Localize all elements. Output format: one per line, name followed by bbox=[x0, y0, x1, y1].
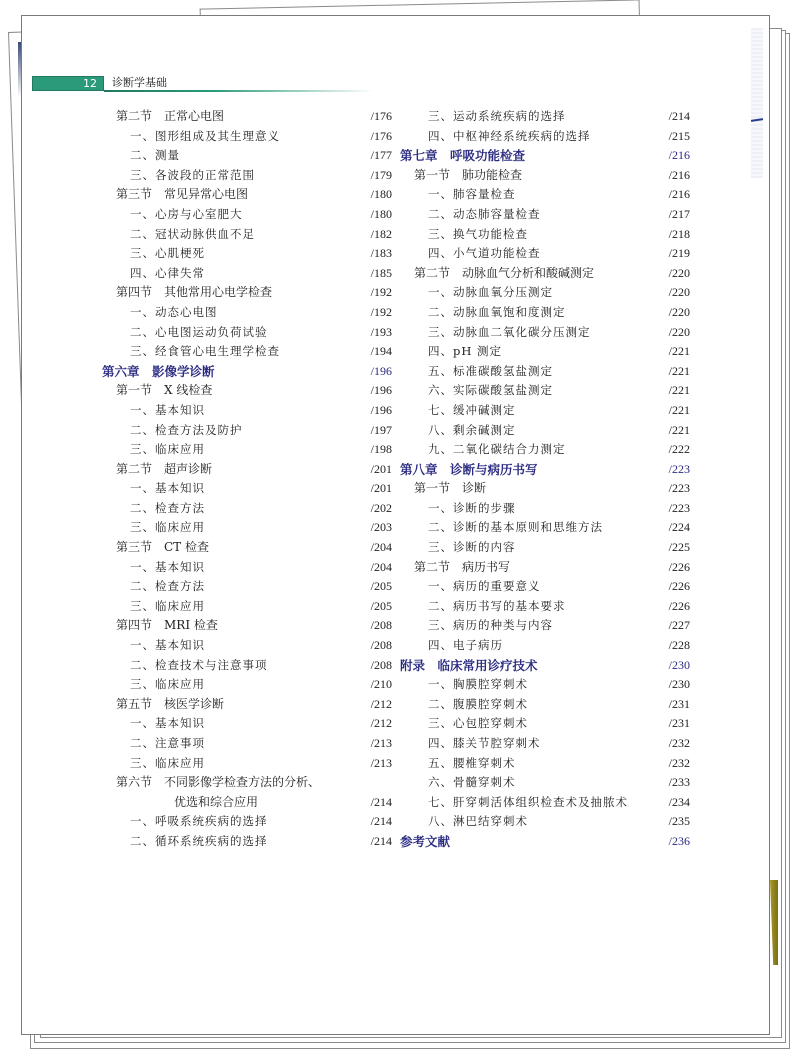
toc-entry-title: 附录 临床常用诊疗技术 bbox=[400, 657, 538, 673]
toc-entry-chapter bbox=[400, 146, 690, 166]
toc-entry-title: 参考文献 bbox=[400, 833, 451, 849]
toc-entry-page: /220 bbox=[668, 265, 690, 280]
toc-entry-page: /216 bbox=[668, 187, 690, 202]
toc-entry-item bbox=[400, 675, 690, 695]
toc-entry-section bbox=[102, 460, 392, 480]
toc-entry-title: 二、循环系统疾病的选择 bbox=[130, 833, 268, 848]
toc-entry-item bbox=[400, 205, 690, 225]
toc-entry-page: /212 bbox=[370, 696, 392, 711]
toc-entry-item bbox=[102, 225, 392, 245]
toc-entry-title: 第八章 诊断与病历书写 bbox=[400, 461, 538, 477]
toc-entry-title: 一、基本知识 bbox=[130, 481, 205, 496]
toc-entry-page: /226 bbox=[668, 559, 690, 574]
toc-entry-page: /180 bbox=[370, 187, 392, 202]
toc-entry-item bbox=[400, 538, 690, 558]
toc-entry-item bbox=[102, 499, 392, 519]
toc-entry-title: 二、动脉血氧饱和度测定 bbox=[428, 304, 566, 319]
toc-entry-page: /230 bbox=[668, 677, 690, 692]
book-page bbox=[21, 15, 770, 1035]
toc-entry-section bbox=[400, 558, 690, 578]
toc-entry-page: /194 bbox=[370, 344, 392, 359]
toc-entry-page: /234 bbox=[668, 794, 690, 809]
toc-entry-page: /215 bbox=[668, 128, 690, 143]
toc-entry-page: /213 bbox=[370, 736, 392, 750]
toc-entry-title: 三、运动系统疾病的选择 bbox=[428, 109, 566, 123]
toc-entry-page: /223 bbox=[668, 481, 690, 496]
toc-entry-page: /212 bbox=[370, 716, 392, 731]
toc-entry-item bbox=[102, 205, 392, 225]
toc-entry-page: /213 bbox=[370, 755, 392, 770]
toc-entry-page: /196 bbox=[370, 363, 392, 378]
toc-entry-title: 二、测量 bbox=[130, 148, 180, 163]
toc-entry-title: 八、淋巴结穿刺术 bbox=[428, 814, 528, 829]
toc-entry-title: 二、检查技术与注意事项 bbox=[130, 657, 268, 672]
toc-entry-item bbox=[102, 264, 392, 284]
toc-entry-item bbox=[102, 636, 392, 656]
toc-entry-page: /220 bbox=[668, 285, 690, 300]
toc-entry-page: /196 bbox=[370, 383, 392, 398]
running-header bbox=[32, 76, 722, 91]
toc-entry-item bbox=[400, 225, 690, 245]
toc-entry-title: 一、诊断的步骤 bbox=[428, 500, 516, 515]
toc-entry-title: 第二节 超声诊断 bbox=[116, 461, 213, 476]
toc-entry-page: /231 bbox=[668, 716, 690, 731]
toc-entry-title: 四、pH 测定 bbox=[428, 344, 503, 359]
toc-entry-item bbox=[102, 577, 392, 597]
toc-entry-title: 第三节 CT 检查 bbox=[116, 540, 210, 555]
toc-entry-title: 一、基本知识 bbox=[130, 716, 205, 731]
toc-entry-section-multi bbox=[102, 773, 392, 793]
toc-entry-item bbox=[102, 401, 392, 421]
toc-entry-page: /232 bbox=[668, 755, 690, 770]
toc-entry-title: 二、病历书写的基本要求 bbox=[428, 598, 566, 613]
toc-entry-page: /205 bbox=[370, 598, 392, 613]
toc-entry-title: 五、标准碳酸氢盐测定 bbox=[428, 363, 553, 378]
toc-left-column bbox=[102, 107, 392, 852]
toc-entry-title: 第二节 正常心电图 bbox=[116, 109, 225, 123]
toc-entry-title: 四、膝关节腔穿刺术 bbox=[428, 736, 541, 750]
toc-entry-title: 二、心电图运动负荷试验 bbox=[130, 324, 268, 339]
toc-entry-item bbox=[400, 754, 690, 774]
toc-entry-page: /204 bbox=[370, 540, 392, 555]
toc-entry-item bbox=[102, 244, 392, 264]
toc-entry-title: 三、动脉血二氧化碳分压测定 bbox=[428, 324, 591, 339]
toc-entry-page: /176 bbox=[370, 109, 392, 123]
toc-entry-item bbox=[400, 107, 690, 127]
toc-entry-page: /201 bbox=[370, 481, 392, 496]
toc-entry-section bbox=[400, 264, 690, 284]
toc-entry-item bbox=[400, 283, 690, 303]
toc-entry-item bbox=[400, 499, 690, 519]
toc-entry-section bbox=[102, 616, 392, 636]
toc-entry-item bbox=[400, 636, 690, 656]
toc-entry-item bbox=[400, 695, 690, 715]
toc-entry-item bbox=[400, 421, 690, 441]
toc-entry-page: /220 bbox=[668, 324, 690, 339]
toc-entry-item bbox=[102, 597, 392, 617]
toc-entry-page: /183 bbox=[370, 246, 392, 261]
toc-entry-page: /185 bbox=[370, 265, 392, 280]
toc-entry-title: 七、肝穿刺活体组织检查术及抽脓术 bbox=[428, 794, 628, 809]
toc-entry-item bbox=[102, 303, 392, 323]
toc-entry-section bbox=[102, 538, 392, 558]
toc-entry-title: 一、图形组成及其生理意义 bbox=[130, 128, 280, 143]
toc-entry-title: 三、各波段的正常范围 bbox=[130, 167, 255, 182]
toc-entry-title: 六、骨髓穿刺术 bbox=[428, 775, 516, 790]
toc-entry-title: 第一节 X 线检查 bbox=[116, 383, 213, 398]
toc-entry-cont bbox=[102, 793, 392, 813]
toc-entry-section bbox=[102, 695, 392, 715]
toc-entry-item bbox=[400, 303, 690, 323]
toc-entry-page: /214 bbox=[370, 814, 392, 829]
toc-entry-section bbox=[102, 283, 392, 303]
toc-entry-section bbox=[400, 479, 690, 499]
toc-entry-item bbox=[400, 734, 690, 754]
book-title: 诊断学基础 bbox=[112, 76, 167, 89]
header-rule bbox=[104, 90, 374, 92]
toc-entry-title: 三、心包腔穿刺术 bbox=[428, 716, 528, 731]
toc-entry-title: 四、电子病历 bbox=[428, 638, 503, 653]
toc-entry-page: /192 bbox=[370, 285, 392, 300]
toc-entry-title: 四、中枢神经系统疾病的选择 bbox=[428, 128, 591, 143]
toc-entry-page: /193 bbox=[370, 324, 392, 339]
toc-entry-item bbox=[102, 714, 392, 734]
toc-entry-page: /208 bbox=[370, 657, 392, 672]
toc-entry-item bbox=[400, 342, 690, 362]
toc-entry-page: /180 bbox=[370, 206, 392, 221]
toc-entry-title: 一、基本知识 bbox=[130, 559, 205, 574]
toc-entry-title: 七、缓冲碱测定 bbox=[428, 402, 516, 417]
toc-entry-section bbox=[102, 107, 392, 127]
toc-entry-title: 优选和综合应用 bbox=[174, 794, 259, 809]
toc-entry-page: /197 bbox=[370, 422, 392, 437]
toc-entry-title: 三、临床应用 bbox=[130, 520, 205, 535]
toc-entry-page: /223 bbox=[668, 461, 690, 476]
toc-entry-title: 二、动态肺容量检查 bbox=[428, 206, 541, 221]
toc-entry-title: 三、临床应用 bbox=[130, 598, 205, 613]
toc-entry-page: /224 bbox=[668, 520, 690, 535]
toc-entry-title: 六、实际碳酸氢盐测定 bbox=[428, 383, 553, 398]
toc-entry-page: /221 bbox=[668, 422, 690, 437]
toc-entry-title: 三、心肌梗死 bbox=[130, 246, 205, 261]
toc-entry-page: /221 bbox=[668, 383, 690, 398]
toc-entry-title: 第六章 影像学诊断 bbox=[102, 363, 215, 379]
toc-entry-title: 第四节 其他常用心电学检查 bbox=[116, 285, 273, 300]
toc-entry-item bbox=[102, 518, 392, 538]
toc-entry-item bbox=[102, 656, 392, 676]
toc-entry-title: 第二节 动脉血气分析和酸碱测定 bbox=[414, 265, 595, 280]
toc-entry-title: 四、心律失常 bbox=[130, 265, 205, 280]
toc-entry-chapter bbox=[400, 656, 690, 676]
toc-entry-title: 二、检查方法及防护 bbox=[130, 422, 243, 437]
toc-entry-page: /182 bbox=[370, 226, 392, 241]
toc-entry-page: /226 bbox=[668, 579, 690, 594]
toc-entry-item bbox=[400, 577, 690, 597]
toc-entry-page: /196 bbox=[370, 402, 392, 417]
toc-entry-item bbox=[400, 127, 690, 147]
toc-entry-item bbox=[102, 479, 392, 499]
toc-entry-page: /233 bbox=[668, 775, 690, 790]
toc-entry-page: /192 bbox=[370, 304, 392, 319]
toc-entry-page: /226 bbox=[668, 598, 690, 613]
toc-entry-title: 三、临床应用 bbox=[130, 755, 205, 770]
toc-entry-title: 第一节 肺功能检查 bbox=[414, 167, 523, 182]
toc-entry-page: /205 bbox=[370, 579, 392, 594]
toc-entry-item bbox=[102, 734, 392, 754]
toc-entry-title: 八、剩余碱测定 bbox=[428, 422, 516, 437]
page-edge-decoration bbox=[751, 28, 763, 178]
toc-entry-item bbox=[400, 401, 690, 421]
toc-entry-title: 二、检查方法 bbox=[130, 500, 205, 515]
toc-entry-title: 一、基本知识 bbox=[130, 402, 205, 417]
toc-entry-title: 二、腹膜腔穿刺术 bbox=[428, 696, 528, 711]
toc-entry-title: 三、诊断的内容 bbox=[428, 540, 516, 555]
toc-entry-page: /210 bbox=[370, 677, 392, 692]
toc-entry-title: 第三节 常见异常心电图 bbox=[116, 187, 249, 202]
toc-entry-title: 第六节 不同影像学检查方法的分析、 bbox=[116, 775, 321, 790]
toc-entry-item bbox=[102, 754, 392, 774]
toc-entry-page: /201 bbox=[370, 461, 392, 476]
toc-entry-page: /230 bbox=[668, 657, 690, 672]
toc-entry-page: /214 bbox=[668, 109, 690, 123]
toc-entry-section bbox=[102, 381, 392, 401]
toc-entry-page: /217 bbox=[668, 206, 690, 221]
toc-entry-item bbox=[102, 146, 392, 166]
toc-entry-title: 五、腰椎穿刺术 bbox=[428, 755, 516, 770]
toc-entry-page: /221 bbox=[668, 402, 690, 417]
toc-entry-page: /214 bbox=[370, 833, 392, 848]
toc-entry-title: 三、换气功能检查 bbox=[428, 226, 528, 241]
toc-entry-page: /204 bbox=[370, 559, 392, 574]
toc-entry-title: 一、心房与心室肥大 bbox=[130, 206, 243, 221]
toc-entry-page: /222 bbox=[668, 442, 690, 457]
toc-entry-item bbox=[102, 166, 392, 186]
toc-entry-item bbox=[400, 773, 690, 793]
toc-entry-page: /227 bbox=[668, 618, 690, 633]
toc-entry-page: /208 bbox=[370, 638, 392, 653]
toc-entry-page: /176 bbox=[370, 128, 392, 143]
toc-entry-title: 一、病历的重要意义 bbox=[428, 579, 541, 594]
toc-entry-page: /198 bbox=[370, 442, 392, 457]
toc-entry-page: /179 bbox=[370, 167, 392, 182]
toc-entry-item bbox=[102, 127, 392, 147]
toc-entry-item bbox=[400, 323, 690, 343]
toc-entry-chapter bbox=[400, 460, 690, 480]
toc-entry-chapter bbox=[102, 362, 392, 382]
toc-entry-title: 第五节 核医学诊断 bbox=[116, 696, 225, 711]
toc-entry-section bbox=[400, 166, 690, 186]
toc-entry-page: /223 bbox=[668, 500, 690, 515]
toc-entry-title: 一、胸膜腔穿刺术 bbox=[428, 677, 528, 692]
toc-entry-item bbox=[102, 558, 392, 578]
toc-entry-page: /218 bbox=[668, 226, 690, 241]
toc-entry-page: /177 bbox=[370, 148, 392, 163]
toc-entry-item bbox=[400, 244, 690, 264]
toc-entry-page: /231 bbox=[668, 696, 690, 711]
toc-entry-item bbox=[102, 421, 392, 441]
toc-entry-title: 二、注意事项 bbox=[130, 736, 205, 750]
toc-entry-title: 二、检查方法 bbox=[130, 579, 205, 594]
toc-entry-page: /220 bbox=[668, 304, 690, 319]
toc-entry-title: 一、基本知识 bbox=[130, 638, 205, 653]
toc-entry-item bbox=[400, 616, 690, 636]
toc-entry-title: 四、小气道功能检查 bbox=[428, 246, 541, 261]
toc-entry-item bbox=[102, 812, 392, 832]
toc-entry-page: /214 bbox=[370, 794, 392, 809]
toc-entry-item bbox=[400, 381, 690, 401]
toc-entry-page: /225 bbox=[668, 540, 690, 555]
toc-entry-item bbox=[400, 362, 690, 382]
toc-entry-page: /236 bbox=[668, 833, 690, 848]
toc-entry-title: 第一节 诊断 bbox=[414, 481, 487, 496]
toc-entry-title: 一、肺容量检查 bbox=[428, 187, 516, 202]
toc-entry-item bbox=[400, 185, 690, 205]
toc-entry-title: 三、临床应用 bbox=[130, 677, 205, 692]
toc-entry-title: 一、动态心电图 bbox=[130, 304, 218, 319]
toc-entry-page: /221 bbox=[668, 344, 690, 359]
toc-entry-title: 二、冠状动脉供血不足 bbox=[130, 226, 255, 241]
toc-entry-item bbox=[400, 793, 690, 813]
toc-entry-title: 九、二氧化碳结合力测定 bbox=[428, 442, 566, 457]
toc-entry-section bbox=[102, 185, 392, 205]
page-number: 12 bbox=[32, 76, 104, 91]
toc-entry-item bbox=[102, 440, 392, 460]
toc-entry-item bbox=[400, 597, 690, 617]
toc-entry-page: /216 bbox=[668, 148, 690, 163]
toc-entry-page: /232 bbox=[668, 736, 690, 750]
toc-entry-title: 一、动脉血氧分压测定 bbox=[428, 285, 553, 300]
toc-entry-title: 第二节 病历书写 bbox=[414, 559, 511, 574]
toc-entry-title: 三、临床应用 bbox=[130, 442, 205, 457]
toc-entry-chapter bbox=[400, 832, 690, 852]
toc-entry-item bbox=[102, 323, 392, 343]
toc-entry-page: /202 bbox=[370, 500, 392, 515]
toc-entry-item bbox=[102, 832, 392, 852]
toc-entry-page: /216 bbox=[668, 167, 690, 182]
toc-entry-item bbox=[102, 342, 392, 362]
toc-entry-item bbox=[400, 440, 690, 460]
toc-entry-item bbox=[400, 714, 690, 734]
toc-entry-item bbox=[102, 675, 392, 695]
toc-right-column bbox=[400, 107, 690, 852]
toc-entry-title: 第四节 MRI 检查 bbox=[116, 618, 218, 633]
toc-entry-page: /228 bbox=[668, 638, 690, 653]
toc-entry-title: 三、病历的种类与内容 bbox=[428, 618, 553, 633]
toc-entry-page: /221 bbox=[668, 363, 690, 378]
toc-entry-title: 第七章 呼吸功能检查 bbox=[400, 148, 526, 164]
toc-entry-title: 一、呼吸系统疾病的选择 bbox=[130, 814, 268, 829]
toc-entry-item bbox=[400, 518, 690, 538]
toc-entry-page: /219 bbox=[668, 246, 690, 261]
toc-entry-page: /235 bbox=[668, 814, 690, 829]
toc-entry-title: 二、诊断的基本原则和思维方法 bbox=[428, 520, 603, 535]
toc-entry-page: /208 bbox=[370, 618, 392, 633]
toc-entry-item bbox=[400, 812, 690, 832]
toc-entry-page: /203 bbox=[370, 520, 392, 535]
toc-entry-title: 三、经食管心电生理学检查 bbox=[130, 344, 280, 359]
